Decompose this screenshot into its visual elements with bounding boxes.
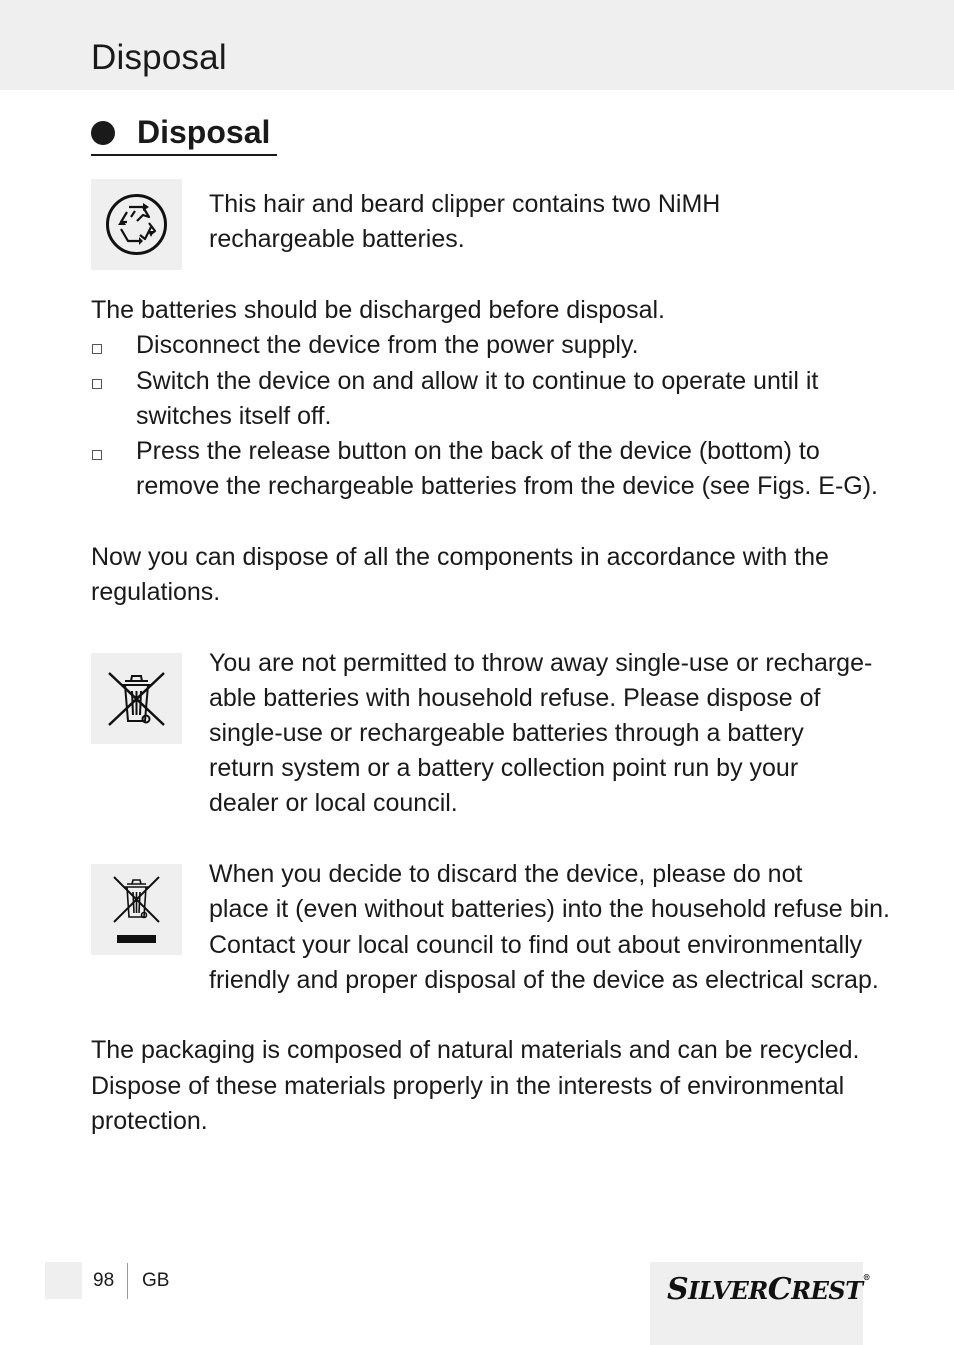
- page-title: Disposal: [91, 38, 227, 77]
- packaging-note-line-1: The packaging is composed of natural materials and can be recycled.: [91, 1036, 860, 1064]
- page-number: 98: [93, 1270, 115, 1291]
- components-note-line-1: Now you can dispose of all the components in accordance with the: [91, 543, 829, 571]
- battery-disposal-line-4: return system or a battery collection point run by your: [209, 754, 799, 782]
- step-2-line-1: Switch the device on and allow it to continue to operate until it: [136, 367, 819, 395]
- brand-logo: [650, 1262, 871, 1345]
- battery-disposal-line-5: dealer or local council.: [209, 789, 458, 817]
- packaging-note-line-3: protection.: [91, 1107, 208, 1135]
- battery-disposal-line-3: single-use or rechargeable batteries through a battery: [209, 719, 804, 747]
- checkbox-bullet-icon: [92, 450, 102, 460]
- footer-marker: [45, 1262, 82, 1299]
- step-2-line-2: switches itself off.: [136, 402, 332, 430]
- brand-logo-text: SILVERCREST®: [667, 1272, 871, 1307]
- page-language: GB: [142, 1270, 170, 1291]
- device-disposal-line-4: friendly and proper disposal of the device as electrical scrap.: [209, 966, 879, 994]
- section-heading: [91, 114, 277, 156]
- device-disposal-line-1: When you decide to discard the device, please do not: [209, 860, 803, 888]
- bullet-dot-icon: [91, 121, 115, 145]
- step-3-line-1: Press the release button on the back of the device (bottom) to: [136, 437, 820, 465]
- battery-note-line-1: This hair and beard clipper contains two NiMH: [209, 190, 721, 218]
- step-1-line-1: Disconnect the device from the power supply.: [136, 331, 639, 359]
- battery-note-line-2: rechargeable batteries.: [209, 225, 465, 253]
- crossed-bin-battery-icon: [91, 653, 182, 744]
- crossed-bin-weee-icon: [91, 864, 182, 955]
- section-heading-text: Disposal: [137, 114, 271, 150]
- device-disposal-line-2: place it (even without batteries) into the household refuse bin.: [209, 895, 890, 923]
- device-disposal-line-3: Contact your local council to find out about environmentally: [209, 931, 863, 959]
- discharge-intro: The batteries should be discharged before disposal.: [91, 296, 665, 324]
- step-3-line-2: remove the rechargeable batteries from the device (see Figs. E-G).: [136, 472, 878, 500]
- checkbox-bullet-icon: [92, 344, 102, 354]
- footer-divider: [127, 1263, 128, 1299]
- recycling-icon: [91, 179, 182, 270]
- battery-disposal-line-1: You are not permitted to throw away single-use or recharge-: [209, 649, 873, 677]
- components-note-line-2: regulations.: [91, 578, 221, 606]
- checkbox-bullet-icon: [92, 379, 102, 389]
- battery-disposal-line-2: able batteries with household refuse. Please dispose of: [209, 684, 821, 712]
- packaging-note-line-2: Dispose of these materials properly in the interests of environmental: [91, 1072, 845, 1100]
